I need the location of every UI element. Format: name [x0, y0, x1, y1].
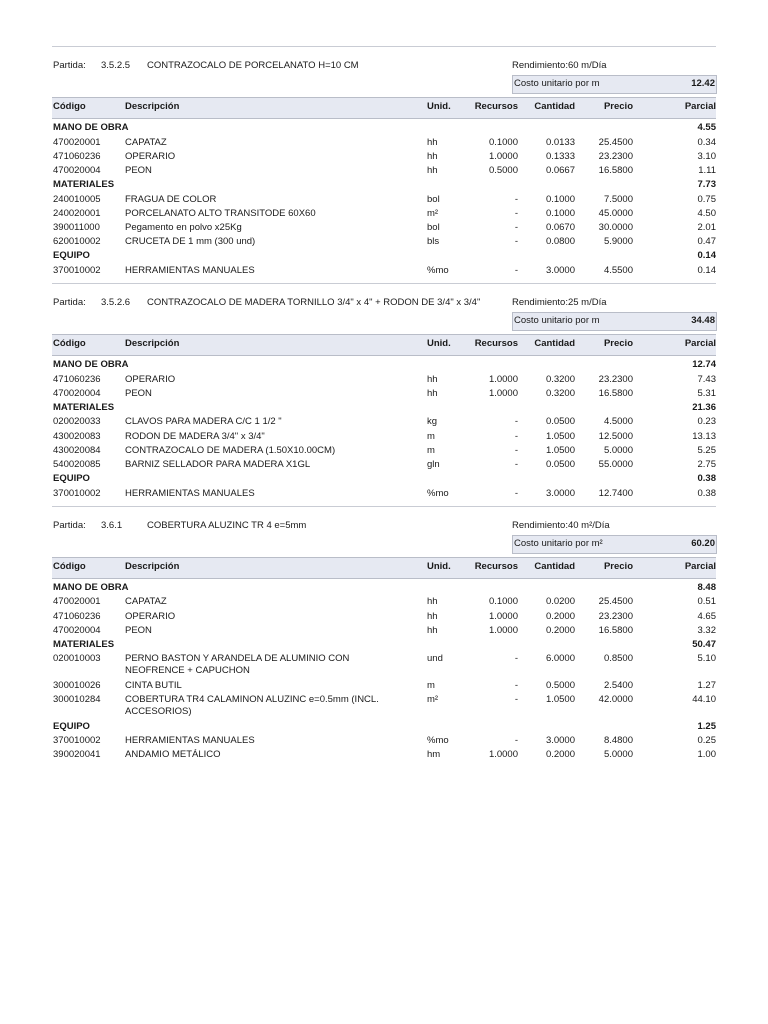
- cell-codigo: 430020084: [53, 444, 101, 456]
- cell-codigo: 540020085: [53, 458, 101, 470]
- partida-rendimiento: Rendimiento:40 m²/Día: [512, 519, 610, 531]
- cell-precio: 23.2300: [598, 150, 633, 162]
- cell-unid: hh: [427, 596, 438, 608]
- header-parcial: Parcial: [684, 101, 716, 112]
- cell-recursos: 1.0000: [488, 373, 518, 385]
- cell-precio: 8.4800: [603, 735, 633, 747]
- cell-codigo: 471060236: [53, 150, 101, 162]
- cell-descripcion: CAPATAZ: [125, 136, 167, 148]
- cell-precio: 16.5800: [598, 387, 633, 399]
- partida-header: [52, 507, 716, 535]
- cell-recursos: -: [514, 679, 518, 691]
- header-descripcion: Descripción: [125, 101, 180, 112]
- cell-recursos: 1.0000: [488, 150, 518, 162]
- cell-cantidad: 1.0500: [545, 430, 575, 442]
- table-row: [52, 748, 716, 762]
- table-row: [52, 595, 716, 609]
- cell-unid: und: [427, 653, 443, 665]
- cell-descripcion: PEON: [125, 387, 152, 399]
- section-name: EQUIPO: [53, 720, 90, 732]
- cell-descripcion: HERRAMIENTAS MANUALES: [125, 735, 255, 747]
- cell-parcial: 7.43: [697, 373, 716, 385]
- header-precio: Precio: [603, 560, 633, 572]
- cell-unid: bol: [427, 221, 440, 233]
- apu-document: [52, 46, 716, 762]
- table-row: [52, 487, 716, 501]
- cell-precio: 4.5000: [603, 416, 633, 428]
- cell-recursos: 1.0000: [488, 624, 518, 636]
- partida-description: CONTRAZOCALO DE PORCELANATO H=10 CM: [147, 60, 359, 71]
- partida-number: 3.5.2.6: [101, 297, 131, 308]
- cell-precio: 45.0000: [598, 207, 633, 219]
- cell-codigo: 370010002: [53, 735, 101, 747]
- cell-descripcion: PEON: [125, 624, 152, 636]
- section-total: 8.48: [697, 581, 716, 593]
- cell-parcial: 0.14: [697, 264, 716, 276]
- cell-unid: %mo: [427, 735, 449, 747]
- cell-codigo: 470020001: [53, 596, 101, 608]
- cell-codigo: 300010026: [53, 679, 101, 691]
- section-total: 7.73: [697, 179, 716, 191]
- costo-unitario-value: 34.48: [691, 315, 715, 326]
- cell-unid: hh: [427, 373, 438, 385]
- cell-cantidad: 0.0670: [545, 221, 575, 233]
- cell-codigo: 240010005: [53, 193, 101, 205]
- cell-precio: 4.5500: [603, 264, 633, 276]
- cell-recursos: -: [514, 735, 518, 747]
- cell-descripcion: CRUCETA DE 1 mm (300 und): [125, 236, 256, 248]
- cell-parcial: 4.50: [697, 207, 716, 219]
- cell-precio: 30.0000: [598, 221, 633, 233]
- cell-unid: %mo: [427, 487, 449, 499]
- cell-parcial: 2.75: [697, 458, 716, 470]
- cell-parcial: 5.10: [697, 653, 716, 665]
- cell-cantidad: 0.2000: [545, 624, 575, 636]
- header-recursos: Recursos: [474, 338, 518, 349]
- section-header: [52, 638, 716, 653]
- partida-label: Partida:: [53, 519, 86, 531]
- table-row: [52, 387, 716, 401]
- partida-label: Partida:: [53, 297, 86, 308]
- cell-recursos: -: [514, 416, 518, 428]
- partida-rendimiento: Rendimiento:25 m/Día: [512, 297, 607, 308]
- table-row: [52, 150, 716, 164]
- section-name: EQUIPO: [53, 473, 90, 485]
- section-total: 12.74: [692, 359, 716, 370]
- cell-codigo: 390020041: [53, 749, 101, 761]
- section-header: [52, 121, 716, 136]
- cell-descripcion: HERRAMIENTAS MANUALES: [125, 487, 255, 499]
- table-row: [52, 207, 716, 221]
- table-row: [52, 164, 716, 178]
- cell-unid: hh: [427, 136, 438, 148]
- section-name: MANO DE OBRA: [53, 359, 129, 370]
- cell-descripcion: ANDAMIO METÁLICO: [125, 749, 221, 761]
- cell-precio: 23.2300: [598, 610, 633, 622]
- cell-codigo: 470020001: [53, 136, 101, 148]
- cell-codigo: 470020004: [53, 164, 101, 176]
- cell-cantidad: 0.0500: [545, 458, 575, 470]
- section-total: 0.14: [697, 250, 716, 262]
- partida-block: [52, 501, 716, 763]
- cell-codigo: 020010003: [53, 653, 101, 665]
- partida-description: CONTRAZOCALO DE MADERA TORNILLO 3/4" x 4" + RODON DE 3/4" x 3/4": [147, 297, 481, 308]
- cell-cantidad: 1.0500: [545, 444, 575, 456]
- table-row: [52, 373, 716, 387]
- cell-parcial: 0.51: [697, 596, 716, 608]
- cell-parcial: 0.47: [697, 236, 716, 248]
- section-total: 0.38: [697, 473, 716, 485]
- cell-recursos: -: [514, 430, 518, 442]
- cell-cantidad: 0.2000: [545, 610, 575, 622]
- partida-header: [52, 47, 716, 75]
- cell-precio: 16.5800: [598, 164, 633, 176]
- cell-descripcion: BARNIZ SELLADOR PARA MADERA X1GL: [125, 458, 311, 470]
- cell-recursos: -: [514, 264, 518, 276]
- cell-cantidad: 0.5000: [545, 679, 575, 691]
- cell-descripcion: Pegamento en polvo x25Kg: [125, 221, 242, 233]
- cell-unid: m²: [427, 694, 439, 706]
- cell-unid: hm: [427, 749, 441, 761]
- section-total: 50.47: [692, 638, 716, 650]
- header-unid: Unid.: [427, 560, 451, 572]
- cell-parcial: 0.23: [697, 416, 716, 428]
- header-cantidad: Cantidad: [534, 338, 575, 349]
- cell-cantidad: 0.1000: [545, 207, 575, 219]
- cell-parcial: 5.31: [697, 387, 716, 399]
- header-descripcion: Descripción: [125, 560, 180, 572]
- cell-precio: 12.5000: [598, 430, 633, 442]
- cell-parcial: 0.75: [697, 193, 716, 205]
- header-cantidad: Cantidad: [534, 101, 575, 112]
- cell-parcial: 3.32: [697, 624, 716, 636]
- table-header: [52, 97, 716, 119]
- cell-precio: 12.7400: [598, 487, 633, 499]
- cell-cantidad: 1.0500: [545, 694, 575, 706]
- section-total: 4.55: [697, 122, 716, 133]
- section-header: [52, 401, 716, 416]
- section-name: EQUIPO: [53, 250, 90, 262]
- table-row: [52, 610, 716, 624]
- table-row: [52, 193, 716, 207]
- cell-precio: 7.5000: [603, 193, 633, 205]
- partida-number: 3.6.1: [101, 519, 123, 531]
- cell-parcial: 5.25: [697, 444, 716, 456]
- table-header: [52, 334, 716, 356]
- cell-descripcion: PEON: [125, 164, 152, 176]
- cell-recursos: 0.1000: [488, 136, 518, 148]
- cell-codigo: 370010002: [53, 487, 101, 499]
- section-total: 1.25: [697, 720, 716, 732]
- cell-cantidad: 0.3200: [545, 373, 575, 385]
- cell-descripcion: OPERARIO: [125, 150, 176, 162]
- table-row: [52, 458, 716, 472]
- cell-unid: hh: [427, 150, 438, 162]
- cell-cantidad: 6.0000: [545, 653, 575, 665]
- cell-unid: bls: [427, 236, 440, 248]
- header-descripcion: Descripción: [125, 338, 180, 349]
- cell-parcial: 2.01: [697, 221, 716, 233]
- section-header: [52, 178, 716, 193]
- cell-codigo: 370010002: [53, 264, 101, 276]
- cell-cantidad: 3.0000: [545, 264, 575, 276]
- section-name: MATERIALES: [53, 638, 115, 650]
- cell-cantidad: 0.3200: [545, 387, 575, 399]
- header-codigo: Código: [53, 101, 86, 112]
- cell-unid: m²: [427, 207, 439, 219]
- cell-descripcion: HERRAMIENTAS MANUALES: [125, 264, 255, 276]
- header-unid: Unid.: [427, 338, 451, 349]
- cell-cantidad: 0.2000: [545, 749, 575, 761]
- cell-recursos: -: [514, 458, 518, 470]
- section-header: [52, 581, 716, 596]
- cell-descripcion: CONTRAZOCALO DE MADERA (1.50X10.00CM): [125, 444, 336, 456]
- partida-rendimiento: Rendimiento:60 m/Día: [512, 60, 607, 71]
- cell-codigo: 620010002: [53, 236, 101, 248]
- cell-precio: 5.0000: [603, 444, 633, 456]
- cell-precio: 42.0000: [598, 694, 633, 706]
- cell-codigo: 300010284: [53, 694, 101, 706]
- cell-unid: hh: [427, 624, 438, 636]
- cell-cantidad: 0.1333: [545, 150, 575, 162]
- cell-recursos: 1.0000: [488, 387, 518, 399]
- costo-unitario-value: 60.20: [691, 537, 715, 549]
- costo-unitario-label: Costo unitario por m: [514, 78, 600, 89]
- costo-unitario-label: Costo unitario por m²: [514, 537, 603, 549]
- cell-unid: hh: [427, 610, 438, 622]
- cell-unid: %mo: [427, 264, 449, 276]
- cell-descripcion: CLAVOS PARA MADERA C/C 1 1/2 ": [125, 416, 282, 428]
- cell-recursos: 0.5000: [488, 164, 518, 176]
- header-cantidad: Cantidad: [534, 560, 575, 572]
- costo-unitario-box: [512, 535, 717, 554]
- cell-descripcion: PORCELANATO ALTO TRANSITODE 60X60: [125, 207, 316, 219]
- cell-precio: 5.0000: [603, 749, 633, 761]
- cell-parcial: 0.38: [697, 487, 716, 499]
- cell-parcial: 0.34: [697, 136, 716, 148]
- cell-codigo: 020020033: [53, 416, 101, 428]
- header-precio: Precio: [603, 338, 633, 349]
- cell-recursos: -: [514, 653, 518, 665]
- table-header: [52, 557, 716, 579]
- costo-unitario-box: [512, 75, 717, 94]
- cell-cantidad: 0.1000: [545, 193, 575, 205]
- cell-parcial: 44.10: [692, 694, 716, 706]
- table-row: [52, 693, 716, 720]
- partida-number: 3.5.2.5: [101, 60, 131, 71]
- cell-cantidad: 0.0200: [545, 596, 575, 608]
- section-name: MANO DE OBRA: [53, 581, 129, 593]
- cell-unid: m: [427, 679, 435, 691]
- cell-descripcion: OPERARIO: [125, 610, 176, 622]
- table-row: [52, 430, 716, 444]
- cell-unid: m: [427, 444, 435, 456]
- section-name: MANO DE OBRA: [53, 122, 129, 133]
- cell-codigo: 390011000: [53, 221, 100, 233]
- cell-precio: 25.4500: [598, 596, 633, 608]
- cell-parcial: 3.10: [697, 150, 716, 162]
- cell-parcial: 1.00: [697, 749, 716, 761]
- table-row: [52, 264, 716, 278]
- cell-unid: gln: [427, 458, 440, 470]
- table-row: [52, 136, 716, 150]
- cell-precio: 0.8500: [603, 653, 633, 665]
- cell-precio: 16.5800: [598, 624, 633, 636]
- cell-parcial: 0.25: [697, 735, 716, 747]
- cell-recursos: -: [514, 193, 518, 205]
- costo-unitario-box: [512, 312, 717, 331]
- cell-unid: hh: [427, 387, 438, 399]
- cell-recursos: -: [514, 487, 518, 499]
- cell-cantidad: 0.0667: [545, 164, 575, 176]
- cell-descripcion: CINTA BUTIL: [125, 679, 182, 691]
- cell-cantidad: 3.0000: [545, 735, 575, 747]
- partida-block: [52, 46, 716, 278]
- partida-label: Partida:: [53, 60, 86, 71]
- section-total: 21.36: [692, 401, 716, 413]
- cell-descripcion: FRAGUA DE COLOR: [125, 193, 217, 205]
- cell-codigo: 471060236: [53, 373, 101, 385]
- section-header: [52, 249, 716, 264]
- cell-cantidad: 0.0800: [545, 236, 575, 248]
- table-row: [52, 221, 716, 235]
- table-row: [52, 679, 716, 693]
- costo-unitario-label: Costo unitario por m: [514, 315, 600, 326]
- header-parcial: Parcial: [684, 338, 716, 349]
- section-header: [52, 358, 716, 373]
- table-row: [52, 734, 716, 748]
- table-row: [52, 415, 716, 429]
- partida-block: [52, 278, 716, 501]
- table-row: [52, 624, 716, 638]
- header-codigo: Código: [53, 560, 86, 572]
- cell-codigo: 470020004: [53, 387, 101, 399]
- cell-recursos: -: [514, 207, 518, 219]
- partida-header: [52, 284, 716, 312]
- cell-parcial: 13.13: [692, 430, 716, 442]
- cell-unid: bol: [427, 193, 440, 205]
- cell-parcial: 1.11: [698, 164, 716, 176]
- cell-recursos: -: [514, 236, 518, 248]
- cell-precio: 55.0000: [598, 458, 633, 470]
- header-recursos: Recursos: [474, 101, 518, 112]
- cell-codigo: 430020083: [53, 430, 101, 442]
- cell-recursos: 0.1000: [488, 596, 518, 608]
- cell-recursos: -: [514, 444, 518, 456]
- cell-codigo: 240020001: [53, 207, 101, 219]
- header-codigo: Código: [53, 338, 86, 349]
- cell-recursos: -: [514, 221, 518, 233]
- table-row: [52, 652, 716, 679]
- header-recursos: Recursos: [474, 560, 518, 572]
- cell-cantidad: 0.0500: [545, 416, 575, 428]
- costo-unitario-value: 12.42: [691, 78, 715, 89]
- partida-description: COBERTURA ALUZINC TR 4 e=5mm: [147, 519, 307, 531]
- cell-descripcion: OPERARIO: [125, 373, 176, 385]
- cell-cantidad: 3.0000: [545, 487, 575, 499]
- cell-precio: 23.2300: [598, 373, 633, 385]
- cell-descripcion: RODON DE MADERA 3/4" x 3/4": [125, 430, 265, 442]
- cell-precio: 2.5400: [603, 679, 633, 691]
- cell-unid: hh: [427, 164, 438, 176]
- cell-parcial: 1.27: [697, 679, 716, 691]
- cell-codigo: 471060236: [53, 610, 101, 622]
- table-row: [52, 444, 716, 458]
- section-name: MATERIALES: [53, 401, 115, 413]
- cell-precio: 25.4500: [598, 136, 633, 148]
- cell-descripcion: COBERTURA TR4 CALAMINON ALUZINC e=0.5mm (INCL. ACCESORIOS): [125, 694, 379, 718]
- cell-descripcion: PERNO BASTON Y ARANDELA DE ALUMINIO CON NEOFRENCE + CAPUCHON: [125, 653, 350, 677]
- cell-cantidad: 0.0133: [545, 136, 575, 148]
- cell-precio: 5.9000: [603, 236, 633, 248]
- section-header: [52, 720, 716, 735]
- header-parcial: Parcial: [684, 560, 716, 572]
- table-row: [52, 235, 716, 249]
- cell-descripcion: CAPATAZ: [125, 596, 167, 608]
- header-precio: Precio: [603, 101, 633, 112]
- cell-recursos: 1.0000: [488, 749, 518, 761]
- cell-unid: kg: [427, 416, 438, 428]
- cell-recursos: 1.0000: [488, 610, 518, 622]
- header-unid: Unid.: [427, 101, 451, 112]
- cell-unid: m: [427, 430, 435, 442]
- section-header: [52, 472, 716, 487]
- cell-recursos: -: [514, 694, 518, 706]
- section-name: MATERIALES: [53, 179, 115, 191]
- cell-codigo: 470020004: [53, 624, 101, 636]
- cell-parcial: 4.65: [697, 610, 716, 622]
